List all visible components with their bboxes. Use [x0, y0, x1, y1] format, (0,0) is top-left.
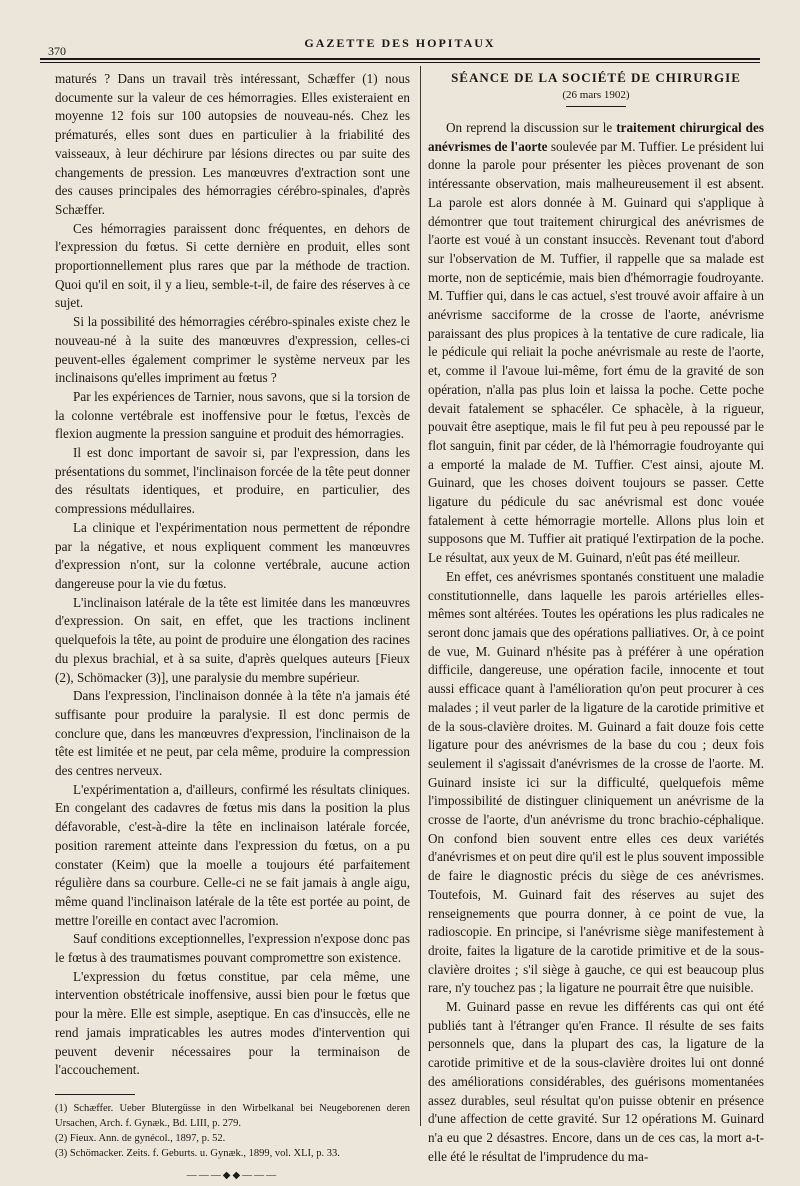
- footnote: (2) Fieux. Ann. de gynécol., 1897, p. 52.: [55, 1132, 226, 1144]
- paragraph: Dans l'expression, l'inclinaison donnée à la tête n'a jamais été suffisante pour produire la paralysie. Il est donc permis de conclure que, dans les manœuvres d'expression, l'inclinaison de la tête est limitée et ne peut, par cela même, produire la compression des centres nerveux.: [55, 688, 410, 779]
- paragraph: Ces hémorragies paraissent donc fréquentes, en dehors de l'expression du fœtus. Si cette dernière en produit, elles sont proportionnellement plus rares que par la méthode de traction. Quoi qu'il en soit, il y a lieu, semble-t-il, de faire des réserves à ce sujet.: [55, 220, 410, 311]
- paragraph: Il est donc important de savoir si, par l'expression, dans les présentations du sommet, l'inclinaison forcée de la tête peut donner des résultats identiques, et produire, en particulier, des compressions médullaires.: [55, 445, 410, 517]
- intro-paragraph: [428, 119, 764, 568]
- paragraph: maturés ? Dans un travail très intéressant, Schæffer (1) nous documente sur la valeur de ces hémorragies. Elles existeraient en moyenne 12 fois sur 100 autopsies de nouveau-nés. Chez les prématurés, elles sont dues en particulier à la friabilité des vaisseaux, à leur déchirure par lésions directes ou par suite des changements de pression. Les manœuvres d'extraction sont une des causes principales des hémorragies cérébro-spinales, d'après Schæffer.: [55, 71, 410, 217]
- column-divider: [420, 66, 421, 1126]
- end-ornament: ———◆◆———: [186, 1169, 279, 1181]
- footnote: (1) Schæffer. Ueber Blutergüsse in den Wirbelkanal bei Neugeborenen deren Ursachen, Arch. f. Gynæk., Bd. LIII, p. 279.: [55, 1102, 410, 1129]
- title-rule: [566, 106, 626, 107]
- paragraph: L'expression du fœtus constitue, par cela même, une intervention obstétricale inoffensive, aussi bien pour le fœtus que pour la mère. Elle est simple, aseptique. En cas d'insuccès, elle ne rend jamais impraticables les autres modes d'intervention qui peuvent devenir nécessaires pour la terminaison de l'accouchement.: [55, 968, 410, 1078]
- paragraph: En effet, ces anévrismes spontanés constituent une maladie constitutionnelle, dans laquelle les parois artérielles elles-mêmes sont altérées. Toutes les opérations les plus radicales ne seront donc jamais que des opérations palliatives. Or, à ce point de vue, M. Guinard n'hésite pas à préférer à une opération difficile, dangereuse, une opération facile, innocente et tout aussi efficace quant à l'amélioration qu'on peut procurer à ces malades ; il veut parler de la ligature de la carotide primitive et de la sous-clavière droites. M. Guinard a fait douze fois cette ligature pour des anévrismes de la base du cou ; deux fois seulement il s'agissait d'anévrismes de la crosse de l'aorte. M. Guinard insiste ici sur la difficulté, quelquefois même l'impossibilité de distinguer cliniquement un anévrisme de la crosse de l'aorte, d'un anévrisme du tronc brachio-céphalique. On confond bien souvent entre elles ces deux variétés d'anévrismes et on peut dire qu'il est le plus souvent impossible de faire le diagnostic précis du siège de ces anévrismes. Toutefois, M. Guinard fait des réserves au sujet des renseignements que pourra donner, à ce point de vue, la radioscopie. En principe, si l'anévrisme siège manifestement à droite, faites la ligature de la carotide primitive et de la sous-clavière droites ; s'il siège à gauche, ce qui est beaucoup plus rare, n'y touchez pas ; la ligature ne pourrait être que nuisible.: [428, 568, 764, 996]
- intro-rest: soulevée par M. Tuffier. Le président lui donne la parole pour présenter les pièces provenant de son intéressante observation, mais malheureusement il est absent. La parole est alors donnée à M. Guinard qui s'applique à démontrer que tout traitement chirurgical des anévrismes de l'aorte est voué à un constant insuccès. Revenant tout d'abord sur l'observation de M. Tuffier, il rappelle que sa malade est morte, non de septicémie, mais bien d'hémorragie foudroyante. M. Tuffier qui, dans le cas actuel, s'est trouvé avoir affaire à un anévrisme sacciforme de la crosse de l'aorte, anévrisme paraissant des plus propices à la tentative de cure radicale, lia le pédicule qui reliait la poche anévrismale au reste de l'aorte, et, comme il l'avoue lui-même, fort ému de la gravité de son opération, n'alla pas plus loin et laissa la poche. Cette poche devait fatalement se sphacéler. Ce sphacèle, à la rigueur, pouvait être aseptique, mais le fil fut peu à peu repoussé par le flot sanguin, finit par céder, de là l'hémorragie foudroyante qui a emporté la malade de M. Tuffier. C'est ainsi, ajoute M. Guinard, que les choses doivent toujours se passer. Cette ligature du pédicule du sac anévrismal est donc vouée fatalement à cette hémorragie mortelle. Allons plus loin et supposons que M. Tuffier ait pratiqué l'extirpation de la poche. Le résultat, aux yeux de M. Guinard, n'eût pas été meilleur.: [428, 138, 765, 566]
- session-date: (26 mars 1902): [562, 89, 630, 101]
- session-title: SÉANCE DE LA SOCIÉTÉ DE CHIRURGIE: [451, 70, 741, 85]
- journal-title: GAZETTE DES HOPITAUX: [304, 36, 496, 50]
- paragraph: Par les expériences de Tarnier, nous savons, que si la torsion de la colonne vertébrale est inoffensive pour le fœtus, l'excès de flexion augmente la pression sanguine et produit des hémorragies.: [55, 388, 410, 442]
- left-column: [55, 70, 410, 1186]
- paragraph: M. Guinard passe en revue les différents cas qui ont été publiés tant à l'étranger qu'en France. Il résulte de ses faits personnels que, dans la plupart des cas, la ligature de la carotide primitive et de la sous-clavière droites lui ont donné des améliorations considérables, des guérisons momentanées assez durables, seul résultat qu'on puisse obtenir en présence d'une affection de cette gravité. Sur 12 opérations M. Guinard n'a eu que 2 désastres. Encore, dans un de ces cas, la mort a-t-elle été le résultat de l'imprudence du ma-: [428, 999, 764, 1164]
- paragraph: Sauf conditions exceptionnelles, l'expression n'expose donc pas le fœtus à des traumatismes pouvant compromettre son existence.: [55, 931, 410, 966]
- intro-bold-topic: traitement chirurgical des anévrismes de l'aorte: [428, 120, 764, 154]
- footnotes: [55, 1101, 410, 1161]
- paragraph: L'expérimentation a, d'ailleurs, confirmé les résultats cliniques. En congelant des cadavres de fœtus mis dans la position la plus défavorable, c'est-à-dire la tête en inclinaison latérale forcée, position rarement atteinte dans l'expression du fœtus, on a pu constater (Keim) que la moelle a toujours été parfaitement régulière dans sa courbure. Celle-ci ne se fait jamais à angle aigu, même quand l'inclinaison latérale de la tête est portée au point, de mettre l'oreille en contact avec l'acromion.: [55, 781, 410, 928]
- paragraph: La clinique et l'expérimentation nous permettent de répondre par la négative, et nous expliquent comment les manœuvres d'expression n'ont, sur la colonne vertébrale, aucune action dangereuse pour la vie du fœtus.: [55, 519, 410, 591]
- page-number: 370: [48, 44, 66, 58]
- header-rule: [40, 58, 760, 60]
- footnote: (3) Schömacker. Zeits. f. Geburts. u. Gynæk., 1899, vol. XLI, p. 33.: [55, 1147, 340, 1159]
- paragraph: Si la possibilité des hémorragies cérébro-spinales existe chez le nouveau-né à la suite des manœuvres d'expression, celles-ci peuvent-elles également comprimer le système nerveux par les inclinaisons qu'elles impriment au fœtus ?: [55, 314, 410, 386]
- page-header: [40, 30, 760, 56]
- footnote-rule: [55, 1094, 135, 1095]
- right-column: [428, 70, 764, 1166]
- intro-start: On reprend la discussion sur le: [446, 120, 613, 135]
- paragraph: L'inclinaison latérale de la tête est limitée dans les manœuvres d'expression. On sait, en effet, que les tractions inclinent quelquefois la tête, au point de produire une élongation des racines du plexus brachial, et à sa suite, d'après quelques auteurs [Fieux (2), Schömacker (3)], une paralysie du membre supérieur.: [55, 594, 410, 685]
- header-rule-thin: [40, 62, 760, 63]
